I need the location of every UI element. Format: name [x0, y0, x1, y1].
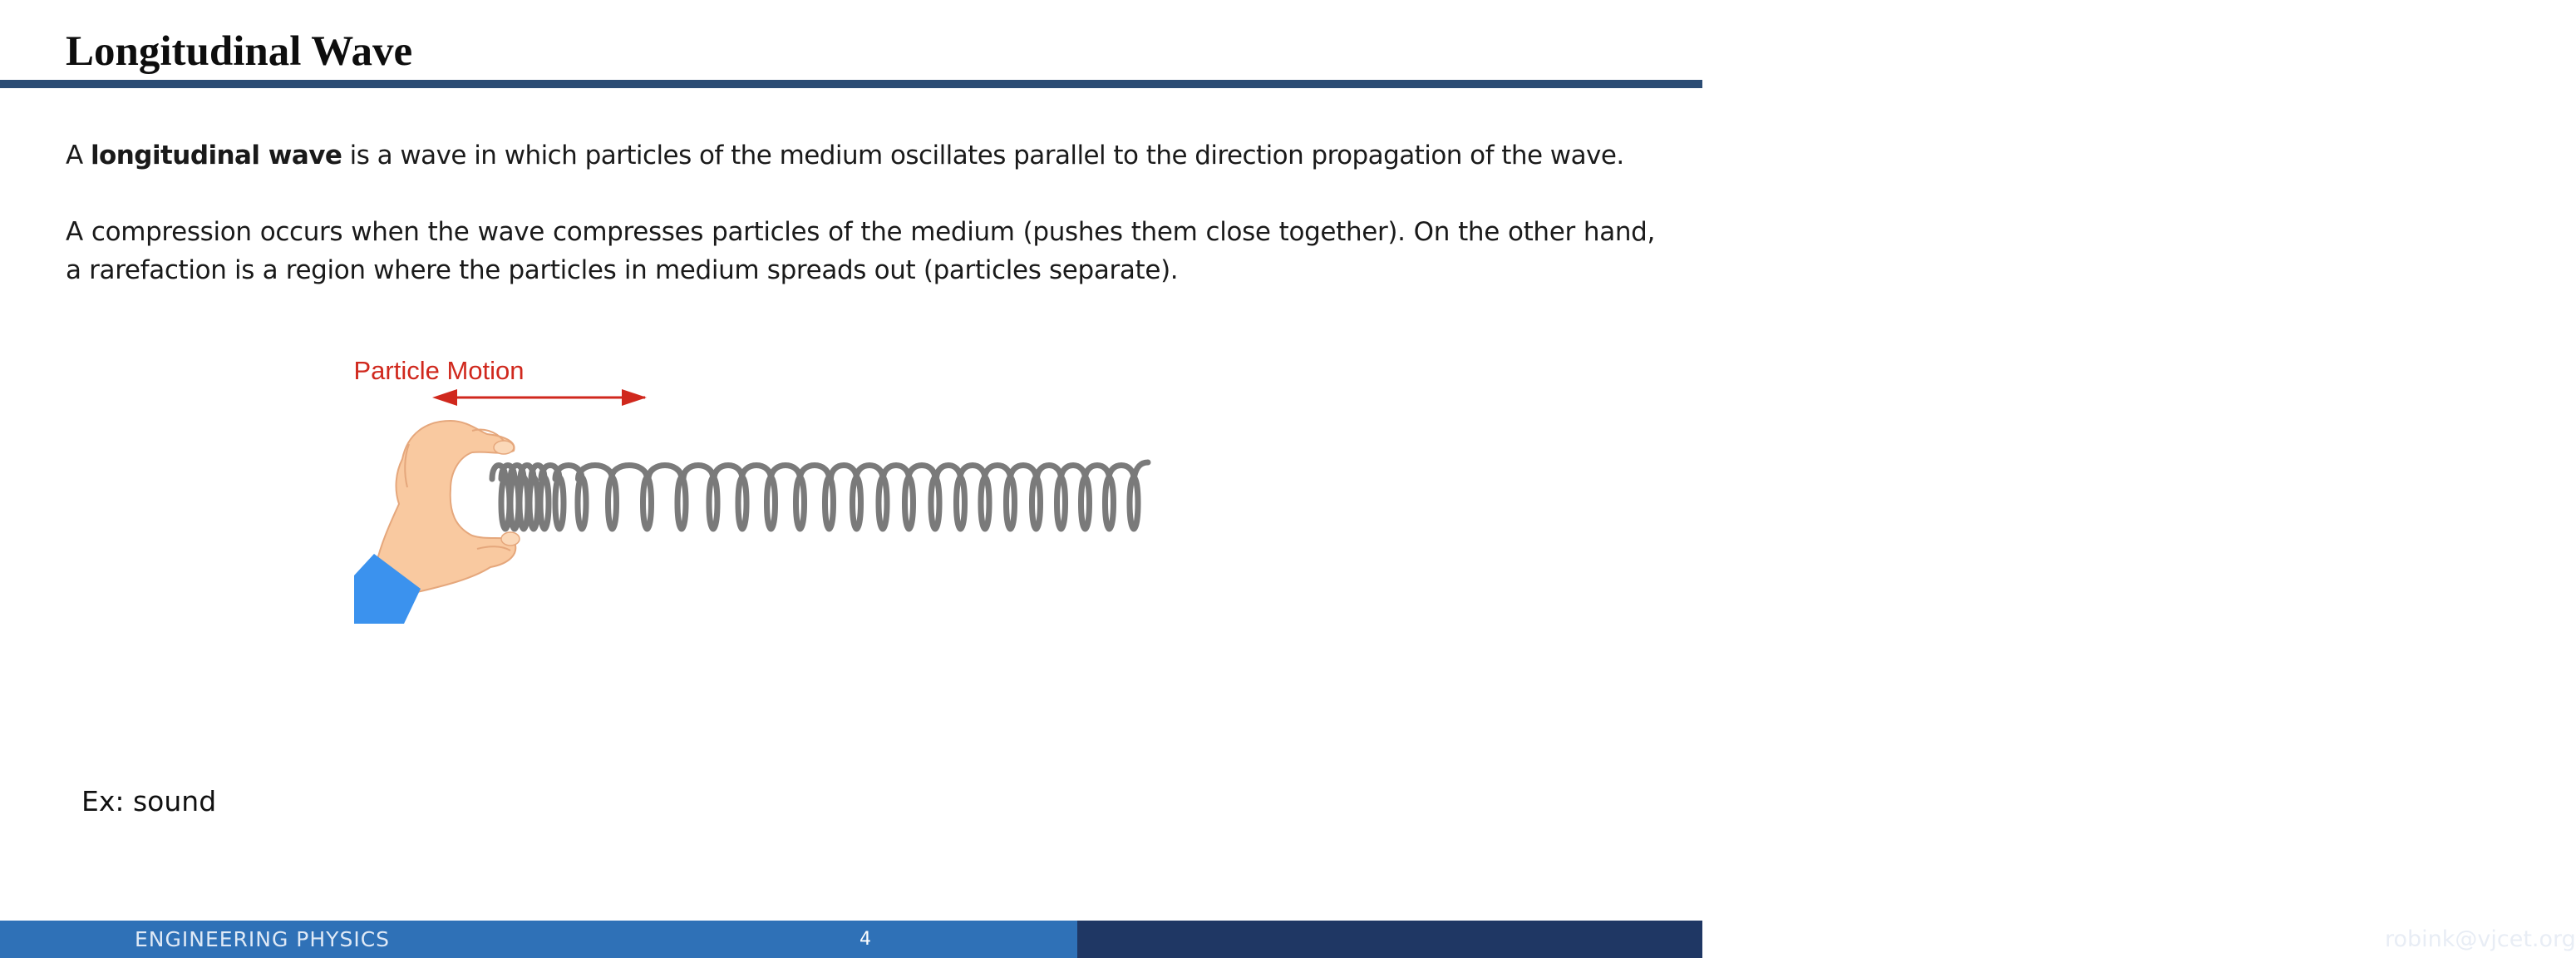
spring-coil-arc: [1086, 466, 1110, 480]
spring-coil-loop: [957, 477, 965, 529]
course-name: ENGINEERING PHYSICS: [135, 927, 391, 951]
spring-coil-loop: [709, 477, 717, 529]
spring-coil-loop: [608, 477, 617, 529]
title-divider: [0, 80, 1702, 88]
spring-coil-loop: [1106, 477, 1114, 529]
spring-coil-arc: [937, 466, 961, 480]
particle-motion-label: Particle Motion: [353, 356, 525, 385]
spring-coil-loop: [1007, 477, 1015, 529]
definition-term: longitudinal wave: [90, 141, 342, 170]
spring-coil-loop: [1057, 477, 1066, 529]
spring-coil-arc: [856, 466, 883, 480]
spring-illustration: [332, 341, 1288, 640]
spring-coil-arc: [884, 466, 909, 480]
spring-coil-arc: [742, 466, 771, 480]
spring-coil-loop: [540, 477, 549, 529]
spring-coil-loop: [1032, 477, 1041, 529]
spring-coil-loop: [643, 477, 652, 529]
spring-coil-arc: [909, 466, 935, 480]
compression-paragraph: A compression occurs when the wave compresses particles of the medium (pushes them close together). On the other hand, a rarefaction is a region where the particles in medium spreads out (particles separate).: [66, 217, 1655, 285]
spring-coil-loop: [796, 477, 805, 529]
spring-coil-loop: [677, 477, 686, 529]
definition-paragraph: [66, 136, 1655, 175]
definition-prefix: A: [66, 141, 91, 170]
spring-coil-loop: [931, 477, 939, 529]
spring-coil-loop: [1130, 477, 1138, 529]
spring-coil-loop: [879, 477, 887, 529]
spring-coil-loop: [529, 477, 538, 529]
spring-coil-arc: [771, 466, 800, 480]
spring-coil-loop: [767, 477, 776, 529]
page-number: 4: [859, 929, 871, 950]
footer-left-panel: [0, 921, 1077, 958]
spring-coil-arc: [683, 466, 713, 480]
spring-coil-loop: [578, 477, 586, 529]
footer-right-panel: [1077, 921, 2576, 958]
spring-coil-arc: [612, 466, 648, 480]
spring-coil-arc: [800, 466, 830, 480]
author-email: robink@vjcet.org: [2385, 926, 2576, 952]
spring-coil-loop: [825, 477, 834, 529]
definition-text: is a wave in which particles of the medium oscillates parallel to the direction propagation of the wave.: [342, 141, 1624, 170]
spring-coil-loop: [1081, 477, 1090, 529]
footer-bar: [0, 921, 2576, 958]
hand-icon: [376, 421, 520, 592]
spring-icon: [492, 462, 1148, 529]
spring-coil-arc: [714, 466, 742, 480]
slide-title: Longitudinal Wave: [66, 28, 413, 75]
spring-coil-arc: [1011, 466, 1037, 480]
spring-coil-loop: [738, 477, 746, 529]
spring-coil-loop: [555, 477, 564, 529]
spring-coil-arc: [831, 466, 857, 480]
example-text: Ex: sound: [81, 785, 217, 817]
spring-coil-loop: [853, 477, 861, 529]
spring-coil-arc: [648, 466, 682, 480]
spring-coil-loop: [981, 477, 989, 529]
spring-coil-arc: [1061, 466, 1086, 480]
spring-coil-arc: [1037, 466, 1061, 480]
double-arrow-icon: [432, 341, 1168, 406]
spring-coil-loop: [905, 477, 914, 529]
spring-coil-end: [1134, 462, 1148, 479]
